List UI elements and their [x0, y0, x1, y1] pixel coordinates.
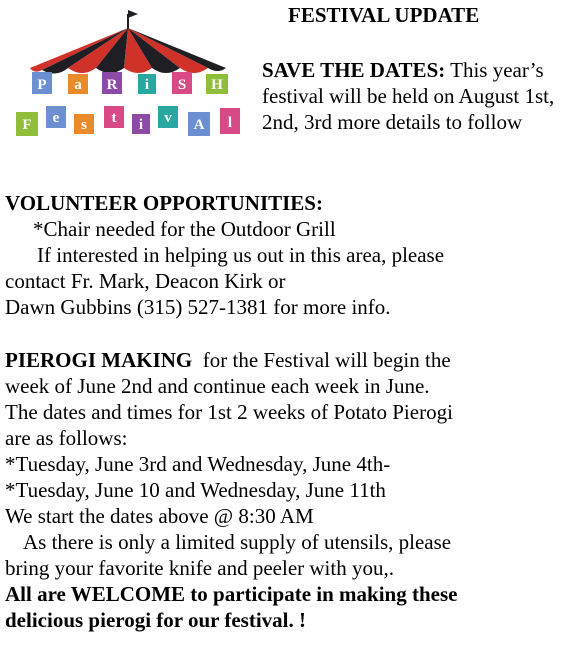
pierogi-section [5, 347, 567, 633]
pierogi-first-line-rest: for the Festival will begin the [202, 348, 451, 372]
volunteer-line: If interested in helping us out in this area, please [37, 243, 445, 267]
pierogi-first-line [5, 347, 567, 373]
pierogi-date-line: *Tuesday, June 3rd and Wednesday, June 4th- [5, 452, 391, 476]
save-the-dates-text: This year’s festival will be held on August 1st, 2nd, 3rd more details to follow [262, 58, 555, 134]
pierogi-line: week of June 2nd and continue each week in June. [5, 374, 430, 398]
parish-festival-logo [12, 8, 248, 140]
welcome-line: All are WELCOME to participate in making these [5, 582, 458, 606]
logo-letter: a [74, 77, 82, 93]
page-title: FESTIVAL UPDATE [288, 3, 480, 27]
logo-letter: R [106, 77, 118, 93]
pierogi-line: As there is only a limited supply of utensils, please [23, 530, 452, 554]
volunteer-line: contact Fr. Mark, Deacon Kirk or [5, 269, 286, 293]
volunteer-line: Dawn Gubbins (315) 527-1381 for more info. [5, 295, 391, 319]
volunteer-line: *Chair needed for the Outdoor Grill [33, 217, 336, 241]
pierogi-date-line: *Tuesday, June 10 and Wednesday, June 11th [5, 478, 386, 502]
welcome-line: delicious pierogi for our festival. ! [5, 608, 306, 632]
logo-word-festival [16, 106, 240, 136]
logo-letter: s [81, 117, 87, 133]
volunteer-section [5, 190, 567, 320]
pierogi-heading: PIEROGI MAKING [5, 348, 193, 372]
save-the-dates-label: SAVE THE DATES: [262, 58, 446, 82]
logo-letter: A [193, 117, 205, 133]
logo-letter: v [164, 110, 172, 126]
logo-letter: i [138, 117, 144, 133]
pierogi-line: bring your favorite knife and peeler with you,. [5, 556, 394, 580]
logo-letter: P [37, 77, 47, 93]
logo-letter: t [111, 110, 117, 126]
logo-letter: l [227, 115, 233, 131]
logo-letter: H [211, 77, 223, 93]
save-the-dates-section [262, 57, 567, 135]
logo-letter: e [52, 110, 60, 126]
logo-letter: S [177, 77, 187, 93]
volunteer-heading: VOLUNTEER OPPORTUNITIES: [5, 191, 323, 215]
pierogi-line: We start the dates above @ 8:30 AM [5, 504, 314, 528]
tent-logo-icon [12, 8, 248, 140]
logo-word-parish [32, 72, 228, 94]
pierogi-line: are as follows: [5, 426, 128, 450]
logo-letter: F [22, 117, 32, 133]
pierogi-line: The dates and times for 1st 2 weeks of Potato Pierogi [5, 400, 453, 424]
logo-letter: i [144, 77, 150, 93]
